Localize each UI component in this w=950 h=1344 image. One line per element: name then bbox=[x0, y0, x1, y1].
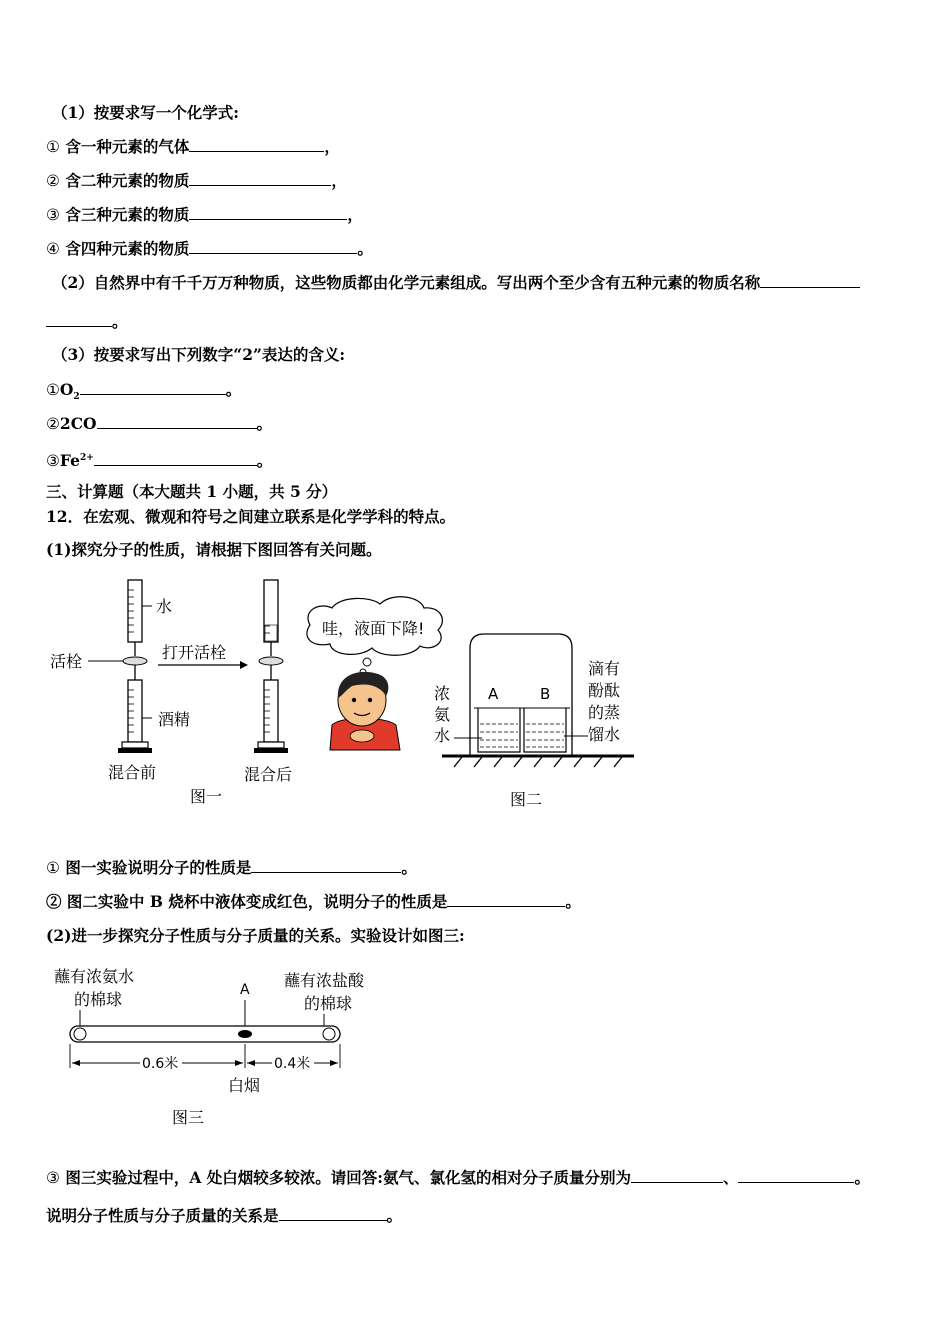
answer-blank[interactable] bbox=[80, 380, 226, 395]
beaker-b bbox=[520, 708, 570, 752]
question-text: 图二实验中 B 烧杯中液体变成红色，说明分子的性质是 bbox=[66, 892, 448, 911]
answer-blank[interactable] bbox=[189, 205, 347, 220]
part1-item-3 bbox=[46, 205, 363, 225]
circled-mark: ③ bbox=[46, 1169, 60, 1187]
question-end: 。 bbox=[386, 1206, 403, 1225]
water-label: 水 bbox=[156, 597, 173, 616]
question-sep: 、 bbox=[722, 1168, 739, 1187]
answer-blank[interactable] bbox=[447, 892, 565, 907]
ammonia-label-3: 水 bbox=[434, 726, 451, 745]
part1-heading: （1）按要求写一个化学式: bbox=[52, 103, 240, 122]
formula-superscript: 2+ bbox=[79, 453, 94, 463]
circled-mark: ③ bbox=[46, 452, 60, 471]
item-end: 。 bbox=[256, 414, 273, 433]
item-text: 含二种元素的物质 bbox=[65, 171, 190, 190]
ammonia-label-1: 浓 bbox=[434, 684, 451, 703]
answer-blank[interactable] bbox=[189, 171, 331, 186]
part1-item-1 bbox=[46, 137, 340, 157]
water-label-3: 的蒸 bbox=[588, 703, 621, 722]
distance-right: 0.4米 bbox=[274, 1056, 311, 1072]
figure-two bbox=[428, 620, 648, 820]
item-end: ， bbox=[324, 137, 340, 156]
circled-mark: ④ bbox=[46, 240, 60, 258]
boy-icon bbox=[330, 672, 400, 750]
smoke-label: 白烟 bbox=[228, 1076, 261, 1095]
figure-one bbox=[40, 570, 460, 815]
part1-item-4 bbox=[46, 239, 373, 259]
question-end: 。 bbox=[401, 858, 417, 877]
alcohol-label: 酒精 bbox=[158, 710, 191, 729]
stopcock-icon bbox=[123, 657, 147, 665]
figure-two-caption: 图二 bbox=[510, 790, 543, 809]
part3-item-2 bbox=[46, 414, 272, 434]
q12-sub1: (1)探究分子的性质，请根据下图回答有关问题。 bbox=[46, 540, 382, 559]
ammonia-label-2: 氨 bbox=[434, 705, 451, 724]
q12-q2 bbox=[46, 892, 581, 912]
formula-subscript: 2 bbox=[73, 392, 80, 403]
q12-q3 bbox=[46, 1168, 870, 1188]
part3-item-3 bbox=[46, 448, 272, 471]
question-text: 图一实验说明分子的性质是 bbox=[65, 858, 252, 877]
section-heading: 三、计算题（本大题共 1 小题，共 5 分） bbox=[46, 482, 338, 501]
cotton-ball-right bbox=[323, 1028, 335, 1040]
figure-three-caption: 图三 bbox=[172, 1108, 205, 1127]
answer-blank[interactable] bbox=[189, 239, 357, 254]
item-text: 含三种元素的物质 bbox=[65, 205, 190, 224]
circled-mark: ① bbox=[46, 138, 60, 156]
figure-three bbox=[48, 960, 398, 1130]
answer-blank[interactable] bbox=[738, 1168, 854, 1183]
question-text: 说明分子性质与分子质量的关系是 bbox=[46, 1206, 279, 1225]
part2-end: 。 bbox=[112, 312, 128, 331]
q12-stem: 12．在宏观、微观和符号之间建立联系是化学学科的特点。 bbox=[46, 507, 456, 526]
question-end: 。 bbox=[854, 1168, 870, 1187]
after-label: 混合后 bbox=[244, 765, 293, 784]
item-end: ， bbox=[331, 171, 347, 190]
part3-heading: （3）按要求写出下列数字“2”表达的含义: bbox=[52, 345, 346, 364]
answer-blank[interactable] bbox=[97, 414, 257, 429]
circled-mark: ② bbox=[46, 415, 60, 433]
before-label: 混合前 bbox=[108, 763, 157, 782]
formula: O bbox=[59, 380, 74, 399]
smoke-ring bbox=[238, 1030, 252, 1038]
part3-item-1 bbox=[46, 380, 241, 407]
answer-blank[interactable] bbox=[631, 1168, 723, 1183]
formula: 2CO bbox=[59, 414, 97, 433]
left-label-2: 的棉球 bbox=[74, 990, 123, 1009]
water-label-4: 馏水 bbox=[588, 725, 621, 744]
answer-blank[interactable] bbox=[46, 312, 112, 327]
bell-jar bbox=[470, 634, 572, 756]
question-text: 图三实验过程中，A 处白烟较多较浓。请回答:氨气、氯化氢的相对分子质量分别为 bbox=[65, 1168, 631, 1187]
circled-mark: ① bbox=[46, 859, 60, 877]
answer-blank[interactable] bbox=[760, 273, 860, 288]
beaker-a bbox=[474, 708, 524, 752]
item-end: 。 bbox=[357, 239, 373, 258]
right-label-1: 蘸有浓盐酸 bbox=[284, 971, 365, 990]
circled-mark: ③ bbox=[46, 206, 60, 224]
answer-blank[interactable] bbox=[189, 137, 324, 152]
cotton-ball-left bbox=[74, 1028, 86, 1040]
beaker-b-label: B bbox=[540, 685, 551, 703]
q12-sub2: (2)进一步探究分子性质与分子质量的关系。实验设计如图三: bbox=[46, 926, 465, 945]
part2-line bbox=[52, 273, 860, 293]
stopcock-label: 活栓 bbox=[50, 652, 83, 671]
circled-mark: ② bbox=[46, 892, 62, 911]
answer-blank[interactable] bbox=[94, 451, 257, 466]
answer-blank[interactable] bbox=[279, 1206, 387, 1221]
answer-blank[interactable] bbox=[251, 858, 401, 873]
water-label-2: 酚酞 bbox=[588, 681, 621, 700]
glass-tube bbox=[70, 1026, 340, 1042]
item-text: 含四种元素的物质 bbox=[65, 239, 190, 258]
left-label-1: 蘸有浓氨水 bbox=[54, 967, 135, 986]
formula: Fe bbox=[59, 451, 80, 471]
item-end: 。 bbox=[225, 380, 242, 399]
item-text: 含一种元素的气体 bbox=[65, 137, 190, 156]
part2-text: （2）自然界中有千千万万种物质，这些物质都由化学元素组成。写出两个至少含有五种元素的物质名称 bbox=[52, 273, 761, 292]
q12-q4 bbox=[46, 1206, 402, 1226]
q12-q1 bbox=[46, 858, 417, 878]
stopcock-icon bbox=[259, 657, 283, 665]
circled-mark: ② bbox=[46, 172, 60, 190]
question-end: 。 bbox=[565, 892, 581, 911]
point-a-label: A bbox=[240, 982, 250, 998]
part2-line-2 bbox=[46, 312, 128, 332]
item-end: ， bbox=[347, 205, 363, 224]
part1-item-2 bbox=[46, 171, 347, 191]
open-label: 打开活栓 bbox=[162, 643, 227, 662]
distance-left: 0.6米 bbox=[142, 1056, 179, 1072]
bubble-text: 哇，液面下降! bbox=[322, 619, 425, 638]
right-label-2: 的棉球 bbox=[304, 994, 353, 1013]
circled-mark: ① bbox=[46, 381, 60, 399]
water-label-1: 滴有 bbox=[588, 659, 621, 678]
figure-one-caption: 图一 bbox=[190, 787, 223, 806]
beaker-a-label: A bbox=[488, 685, 499, 703]
item-end: 。 bbox=[256, 451, 273, 471]
